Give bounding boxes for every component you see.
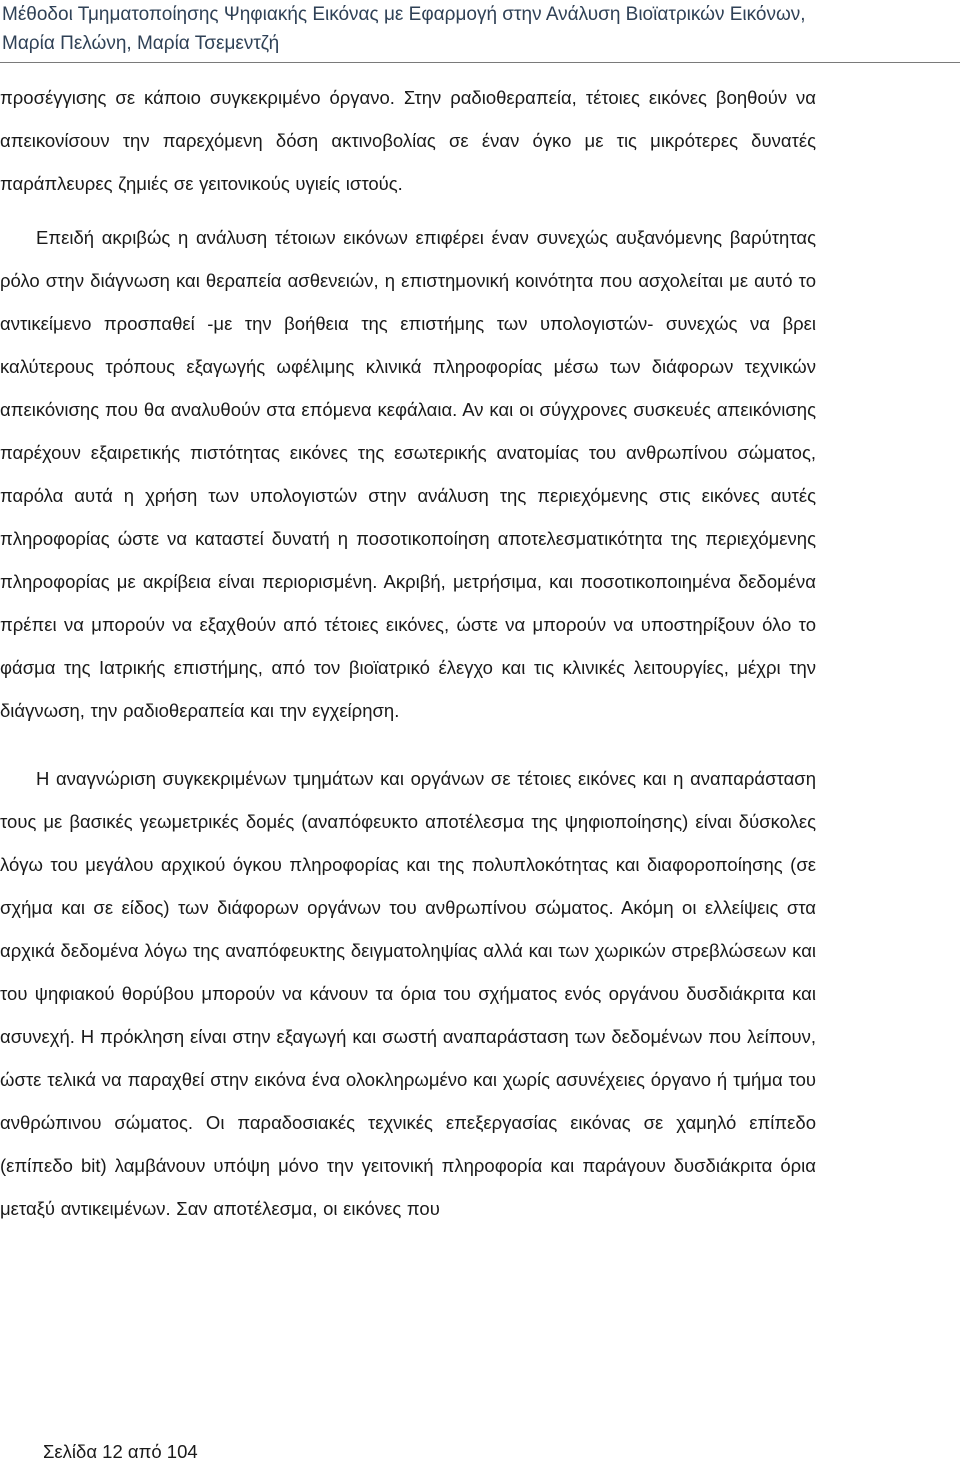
page-number: Σελίδα 12 από 104: [43, 1441, 198, 1462]
paragraph-text: Επειδή ακριβώς η ανάλυση τέτοιων εικόνων επιφέρει έναν συνεχώς αυξανόμενης βαρύτητας ρόλο στην διάγνωση και θεραπεία ασθενειών, η επιστημονική κοινότητα που ασχολείται με αυτό το αντικείμενο προσπαθεί -με την βοήθεια της επιστήμης των υπολογιστών- συνεχώς να βρει καλύτερους τρόπους εξαγωγής ωφέλιμης κλινικά πληροφορίας μέσω των διάφορων τεχνικών απεικόνισης που θα αναλυθούν στα επόμενα κεφάλαια. Αν και οι σύγχρονες συσκευές απεικόνισης παρέχουν εξαιρετικής πιστότητας εικόνες της εσωτερικής ανατομίας του ανθρωπίνου σώματος, παρόλα αυτά η χρήση των υπολογιστών στην ανάλυση της περιεχόμενης στις εικόνες αυτές πληροφορίας ώστε να καταστεί δυνατή η ποσοτικοποίηση αποτελεσματικότητα της περιεχόμενης πληροφορίας με ακρίβεια είναι περιορισμένη. Ακριβή, μετρήσιμα, και ποσοτικοποιημένα δεδομένα πρέπει να μπορούν να εξαχθούν από τέτοιες εικόνες, ώστε να μπορούν να υποστηρίξουν όλο το φάσμα της Ιατρικής επιστήμης, από τον βιοϊατρικό έλεγχο και τις κλινικές λειτουργίες, μέχρι την διάγνωση, την ραδιοθεραπεία και την εγχείρηση.: [0, 227, 816, 721]
paragraph-continuation: [0, 76, 816, 205]
paragraph-text: Η αναγνώριση συγκεκριμένων τμημάτων και οργάνων σε τέτοιες εικόνες και η αναπαράσταση τους με βασικές γεωμετρικές δομές (αναπόφευκτο αποτέλεσμα της ψηφιοποίησης) είναι δύσκολες λόγω του μεγάλου αρχικού όγκου πληροφορίας και της πολυπλοκότητας και διαφοροποίησης (σε σχήμα και σε είδος) των διάφορων οργάνων του ανθρωπίνου σώματος. Ακόμη οι ελλείψεις στα αρχικά δεδομένα λόγω της αναπόφευκτης δειγματοληψίας αλλά και των χωρικών στρεβλώσεων και του ψηφιακού θορύβου μπορούν να κάνουν τα όρια του σχήματος ενός οργάνου δυσδιάκριτα και ασυνεχή. Η πρόκληση είναι στην εξαγωγή και σωστή αναπαράσταση των δεδομένων που λείπουν, ώστε τελικά να παραχθεί στην εικόνα ένα ολοκληρωμένο και χωρίς ασυνέχειες όργανο ή τμήμα του ανθρώπινου σώματος. Οι παραδοσιακές τεχνικές επεξεργασίας εικόνας σε χαμηλό επίπεδο (επίπεδο bit) λαμβάνουν υπόψη μόνο την γειτονική πληροφορία και παράγουν δυσδιάκριτα όρια μεταξύ αντικειμένων. Σαν αποτέλεσμα, οι εικόνες που: [0, 768, 816, 1219]
header-authors: Μαρία Πελώνη, Μαρία Τσεμεντζή: [2, 33, 280, 54]
header-title: Μέθοδοι Τμηματοποίησης Ψηφιακής Εικόνας με Εφαρμογή στην Ανάλυση Βιοϊατρικών Εικόνων,: [2, 4, 806, 25]
paragraph-text: προσέγγισης σε κάποιο συγκεκριμένο όργανο. Στην ραδιοθεραπεία, τέτοιες εικόνες βοηθούν να απεικονίσουν την παρεχόμενη δόση ακτινοβολίας σε έναν όγκο με τις μικρότερες δυνατές παράπλευρες ζημιές σε γειτονικούς υγιείς ιστούς.: [0, 87, 816, 194]
paragraph-image-analysis: [0, 216, 816, 732]
body-text: [0, 76, 816, 1230]
page-header: [0, 0, 960, 63]
paragraph-organ-recognition: [0, 757, 816, 1230]
